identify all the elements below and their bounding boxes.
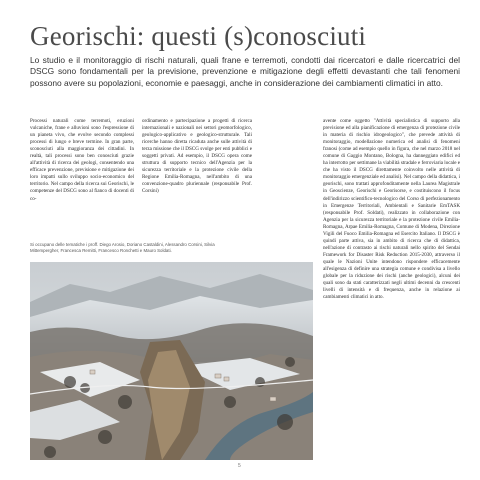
landslide-aerial-photo xyxy=(30,262,313,460)
body-column-3: avente come oggetto "Attività specialistica di supporto alla previsione ed alla pianificazione di emergenza di protezione civile in materia di rischio idrogeologico", che prevede attività di monitoraggio, modellazione numerica ed analisi di fenomeni franosi (come ad esempio quello in figura, che nel marzo 2018 nel comune di Gaggio Montano, Bologna, ha danneggiato edifici ed ha interrotto per settimane la viabilità stradale e ferroviaria locale e che ha visto il DSCG direttamente coinvolto nelle attività di monitoraggio emergenziale ed analisi). Nel campo della didattica, i georischi, sono trattati approfonditamente nella Laurea Magistrale in Geoscienze, Georischi e Georisorse, e costituiscono il focus dell'indirizzo scientifico-tecnologico del Corso di perfezionamento in Emergenze Territoriali, Ambientali e Sanitarie EmTASK (responsabile Prof. Soldati), realizzato in collaborazione con Agenzia per la sicurezza territoriale e la protezione civile Emilia-Romagna, Arpae Emilia-Romagna, Comune di Modena, Direzione Vigili del Fuoco Emilia-Romagna ed Esercito Italiano. Il DSCG è quindi parte attiva, sia in ambito di ricerca che di didattica, nell'azione di contrasto ai rischi naturali nello spirito del Sendai Framework for Disaster Risk Reduction 2015-2030, attraverso il quale le Nazioni Unite intendono rispondere efficacemente all'esigenza di definire una strategia comune e condivisa a livello globale per la riduzione dei rischi (anche geologici), alcuni dei quali sono da stati caratterizzati negli ultimi decenni da crescenti livelli di intensità e di frequenza, anche in relazione ai cambiamenti climatici in atto. xyxy=(323,118,460,301)
body-column-2: ordinamento e partecipazione a progetti di ricerca internazionali e nazionali nei settori geomorfologico, geologico-applicativo e geologico-strutturale. Tali ricerche hanno diretta ricaduta anche sulle attività di terza missione che il DSCG svolge per enti pubblici e soggetti privati. Ad esempio, il DSCG opera come struttura di supporto tecnico dell'Agenzia per la sicurezza territoriale e la protezione civile della Regione Emilia-Romagna, nell'ambito di una convenzione-quadro pluriennale (responsabile Prof. Corsini) xyxy=(142,118,252,195)
lead-paragraph: Lo studio e il monitoraggio di rischi naturali, quali frane e terremoti, condotti dai ricercatori e dalle ricercatrici del DSCG sono fondamentali per la previsione, prevenzione e mitigazione degli effetti devastanti che tali fenomeni possono avere su popolazioni, economie e paesaggi, anche in considerazione dei cambiamenti climatici in atto. xyxy=(30,55,460,88)
page-number: 5 xyxy=(238,463,241,469)
photo-caption: Si occupano delle tematiche i proff. Diego Arosio, Doriano Castaldini, Alessandro Corsini, Silvia Mittempergher, Francesca Remitti, Francesco Ronchetti e Mauro Soldati. xyxy=(30,242,215,254)
page-title: Georischi: questi (s)conosciuti xyxy=(30,21,367,51)
body-column-1: Processi naturali come terremoti, eruzioni vulcaniche, frane e alluvioni sono l'espressione di un pianeta vivo, che evolve secondo complessi processi di lungo e breve termine. In gran parte, sconosciuti alla maggioranza dei cittadini. In realtà, tali processi sono ben conosciuti grazie all'attività di ricerca dei geologi, consentendo una efficace prevenzione, previsione e mitigazione dei loro impatti sullo sviluppo socio-economico del territorio. Nel campo della ricerca sui Georischi, le competenze del DSCG sono al fianco di docenti di co- xyxy=(30,118,134,202)
